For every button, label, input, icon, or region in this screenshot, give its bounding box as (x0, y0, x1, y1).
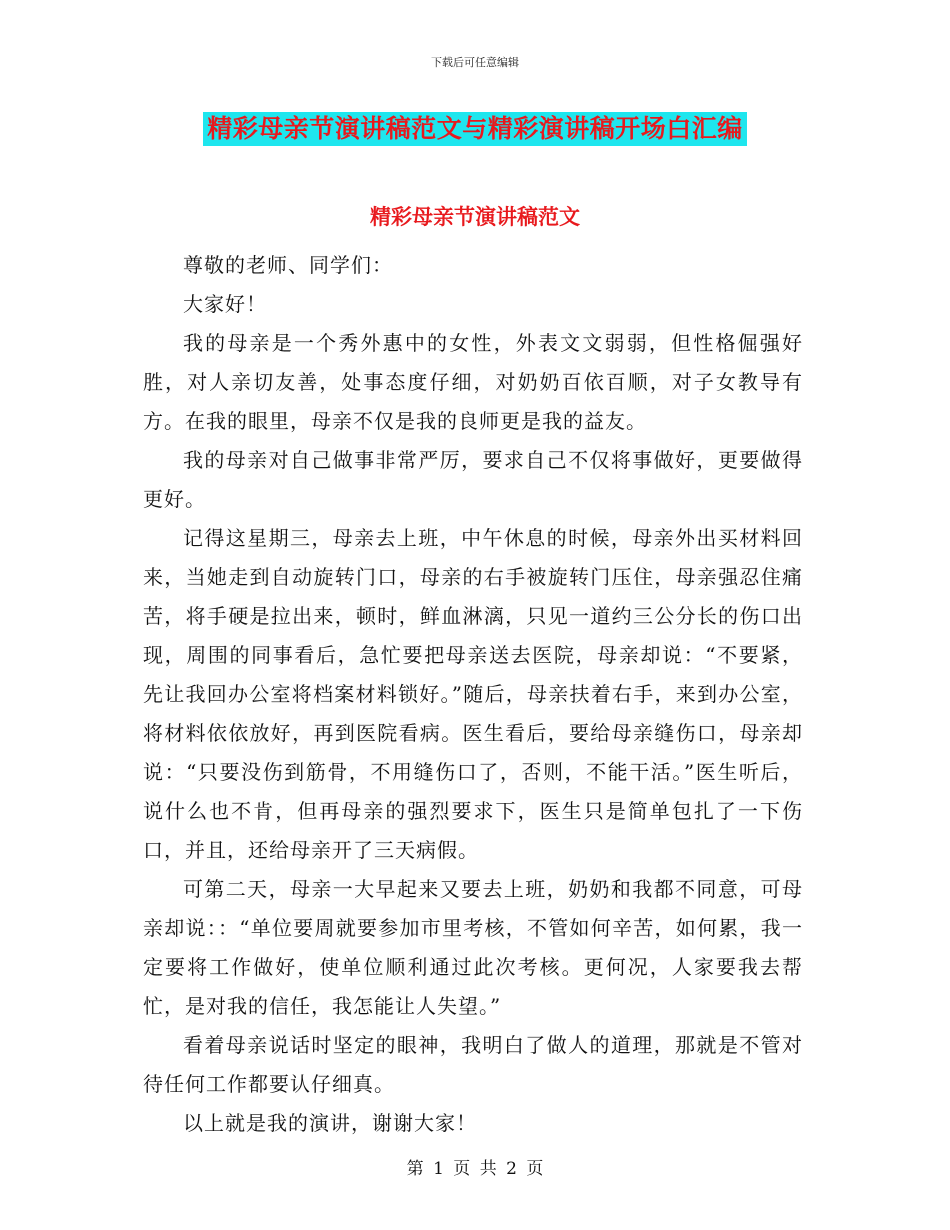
speech-body (143, 246, 803, 1143)
paragraph: 看着母亲说话时坚定的眼神，我明白了做人的道理，那就是不管对待任何工作都要认仔细真。 (143, 1033, 803, 1096)
document-title (0, 112, 950, 146)
header-note: 下载后可任意编辑 (431, 56, 519, 69)
section-title: 精彩母亲节演讲稿范文 (370, 204, 580, 229)
paragraph-greeting: 大家好！ (183, 292, 267, 316)
paragraph: 我的母亲对自己做事非常严厉，要求自己不仅将事做好，更要做得更好。 (143, 448, 803, 511)
page-footer: 第 1 页 共 2 页 (406, 1159, 544, 1179)
paragraph: 我的母亲是一个秀外惠中的女性，外表文文弱弱，但性格倔强好胜，对人亲切友善，处事态度仔细，对奶奶百依百顺，对子女教导有方。在我的眼里，母亲不仅是我的良师更是我的益友。 (143, 331, 803, 433)
paragraph: 记得这星期三，母亲去上班，中午休息的时候，母亲外出买材料回来，当她走到自动旋转门口，母亲的右手被旋转门压住，母亲强忍住痛苦，将手硬是拉出来，顿时，鲜血淋漓，只见一道约三公分长的伤口出现，周围的同事看后，急忙要把母亲送去医院，母亲却说：“不要紧，先让我回办公室将档案材料锁好。”随后，母亲扶着右手，来到办公室，将材料依依放好，再到医院看病。医生看后，要给母亲缝伤口，母亲却说：“只要没伤到筋骨，不用缝伤口了，否则，不能干活。”医生听后，说什么也不肯，但再母亲的强烈要求下，医生只是简单包扎了一下伤口，并且，还给母亲开了三天病假。 (143, 526, 803, 862)
paragraph-salutation: 尊敬的老师、同学们： (183, 253, 393, 277)
paragraph-closing: 以上就是我的演讲，谢谢大家！ (183, 1111, 477, 1135)
paragraph: 可第二天，母亲一大早起来又要去上班，奶奶和我都不同意，可母亲却说：：“单位要周就要参加市里考核，不管如何辛苦，如何累，我一定要将工作做好，使单位顺利通过此次考核。更何况，人家要我去帮忙，是对我的信任，我怎能让人失望。” (143, 877, 803, 1018)
document-title-text: 精彩母亲节演讲稿范文与精彩演讲稿开场白汇编 (203, 112, 747, 146)
